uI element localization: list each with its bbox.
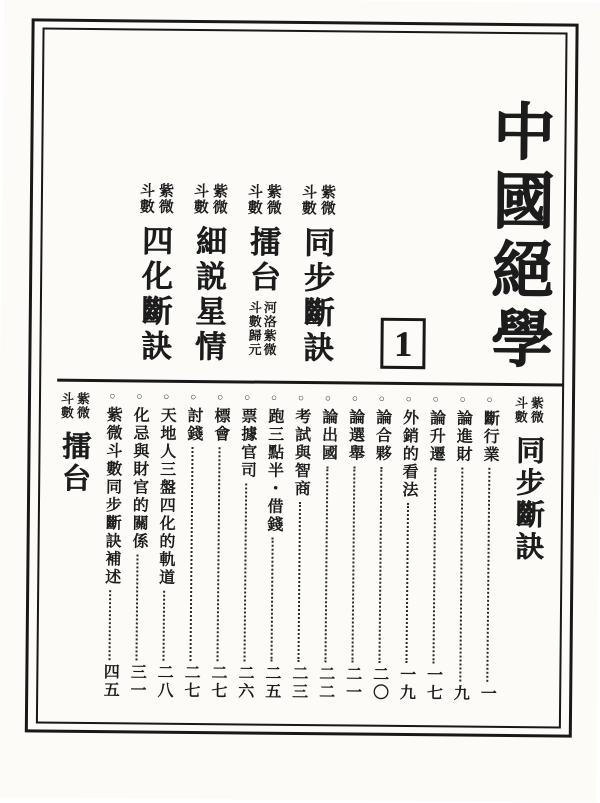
- toc-entry-page: 二〇: [370, 665, 388, 702]
- entry-bullet-icon: ○: [378, 393, 385, 405]
- toc-entry-page: 一七: [424, 666, 442, 703]
- series-title: 中國絕學: [481, 98, 552, 375]
- toc-entry-title: 論出國: [319, 408, 337, 463]
- toc-entry-title: 考試與智商: [292, 407, 310, 499]
- toc-entry: [124, 392, 152, 699]
- entry-bullet-icon: ○: [109, 391, 116, 403]
- toc-entry: [151, 393, 179, 700]
- toc-entry-title: 論合夥: [373, 408, 391, 463]
- toc-entry-title: 論進財: [454, 409, 472, 464]
- toc-section-title: 擂台: [57, 430, 91, 495]
- book-imprint: 紫微斗數: [299, 183, 336, 217]
- book-title-column: [236, 183, 288, 375]
- toc-entry: [178, 393, 206, 700]
- toc-entry: [232, 393, 260, 700]
- entry-bullet-icon: ○: [324, 393, 332, 405]
- dotted-leader: [244, 483, 248, 661]
- toc-entry-page: 二六: [235, 664, 254, 701]
- dotted-leader: [405, 503, 409, 663]
- entry-bullet-icon: ○: [297, 392, 305, 405]
- dotted-leader: [324, 466, 328, 662]
- dotted-leader: [217, 447, 221, 661]
- toc-section-imprint: 紫微斗數: [512, 396, 545, 425]
- toc-entry-page: 九: [451, 684, 469, 703]
- entry-bullet-icon: ○: [136, 391, 143, 403]
- toc-entry-title: 論選舉: [346, 408, 364, 463]
- toc-entry-page: 二一: [343, 665, 361, 702]
- dotted-leader: [378, 467, 382, 663]
- book-subtitle: 河洛紫微斗數歸元: [246, 300, 277, 357]
- toc-entry-page: 二七: [181, 663, 200, 701]
- dotted-leader: [351, 467, 355, 663]
- toc-entry: [393, 395, 421, 702]
- toc-entry-title: 斷行業: [480, 409, 499, 464]
- book-title: 細説星情: [189, 224, 227, 366]
- book-title: 四化斷訣: [135, 224, 173, 365]
- toc-entry-page: 二三: [289, 664, 307, 702]
- toc-section-imprint: 紫微斗數: [58, 391, 91, 420]
- table-of-contents: [47, 392, 552, 704]
- entry-bullet-icon: ○: [217, 392, 224, 404]
- dotted-leader: [190, 447, 194, 661]
- entry-bullet-icon: ○: [270, 392, 278, 404]
- entry-bullet-icon: ○: [351, 393, 358, 405]
- toc-entry: [286, 394, 314, 701]
- toc-entry-title: 天地人三盤四化的軌道: [156, 406, 176, 587]
- toc-entry-title: 外銷的看法: [399, 408, 418, 500]
- toc-entry: [97, 392, 125, 699]
- toc-section-header-right: [501, 396, 552, 703]
- dotted-leader: [163, 591, 166, 661]
- toc-entry: [205, 393, 233, 700]
- toc-entry: [420, 395, 448, 702]
- toc-section-header-left: [47, 392, 98, 699]
- entry-bullet-icon: ○: [459, 394, 466, 406]
- book-imprint: 紫微斗數: [245, 183, 282, 216]
- volume-number-box: [380, 318, 425, 369]
- toc-entry: [366, 395, 394, 702]
- toc-entry-title: 紫微斗數同步斷訣補述: [102, 406, 122, 587]
- dotted-leader: [109, 590, 112, 660]
- toc-entry-title: 討錢: [184, 406, 203, 444]
- toc-entry-page: 二二: [316, 665, 334, 702]
- toc-entry-title: 票據官司: [238, 407, 257, 480]
- book-title-column: [182, 183, 234, 375]
- book-title-column: [290, 184, 342, 376]
- toc-entry-page: 二七: [208, 664, 227, 701]
- entry-bullet-icon: ○: [486, 394, 493, 406]
- dotted-leader: [486, 468, 490, 682]
- entry-bullet-icon: ○: [190, 391, 197, 404]
- book-title-list: [128, 182, 342, 376]
- dotted-leader: [432, 467, 436, 663]
- book-title-column: [128, 182, 180, 374]
- book-title: 同步斷訣: [297, 225, 335, 367]
- toc-entry-title: 化忌與財官的關係: [129, 406, 149, 551]
- toc-section-title: 同步斷訣: [510, 435, 545, 564]
- toc-entry-page: 三一: [127, 663, 146, 700]
- toc-entry: [339, 394, 367, 701]
- entry-bullet-icon: ○: [405, 394, 412, 406]
- entry-bullet-icon: ○: [432, 394, 439, 406]
- toc-entry-page: 一: [478, 684, 496, 703]
- book-imprint: 紫微斗數: [137, 182, 174, 215]
- toc-entry-page: 二五: [262, 664, 281, 701]
- dotted-leader: [271, 538, 274, 662]
- book-imprint: 紫微斗數: [191, 182, 228, 216]
- entry-bullet-icon: ○: [244, 392, 251, 404]
- book-title: 擂台: [244, 225, 281, 296]
- toc-entry-title: 論升遷: [427, 409, 445, 464]
- toc-entry-title: 標會: [211, 407, 230, 444]
- entry-bullet-icon: ○: [163, 391, 170, 403]
- toc-entry: [474, 396, 502, 703]
- toc-entry-page: 四五: [101, 663, 119, 700]
- toc-entry: [259, 394, 287, 701]
- toc-entry-page: 一九: [397, 665, 415, 703]
- dotted-leader: [459, 468, 463, 682]
- toc-entry-title: 跑三點半・借錢: [264, 407, 283, 534]
- volume-number: 1: [393, 323, 413, 364]
- dotted-leader: [136, 554, 139, 660]
- dotted-leader: [297, 502, 301, 662]
- toc-entry: [313, 394, 341, 701]
- toc-entry-page: 二八: [154, 663, 173, 700]
- toc-entry: [447, 395, 475, 702]
